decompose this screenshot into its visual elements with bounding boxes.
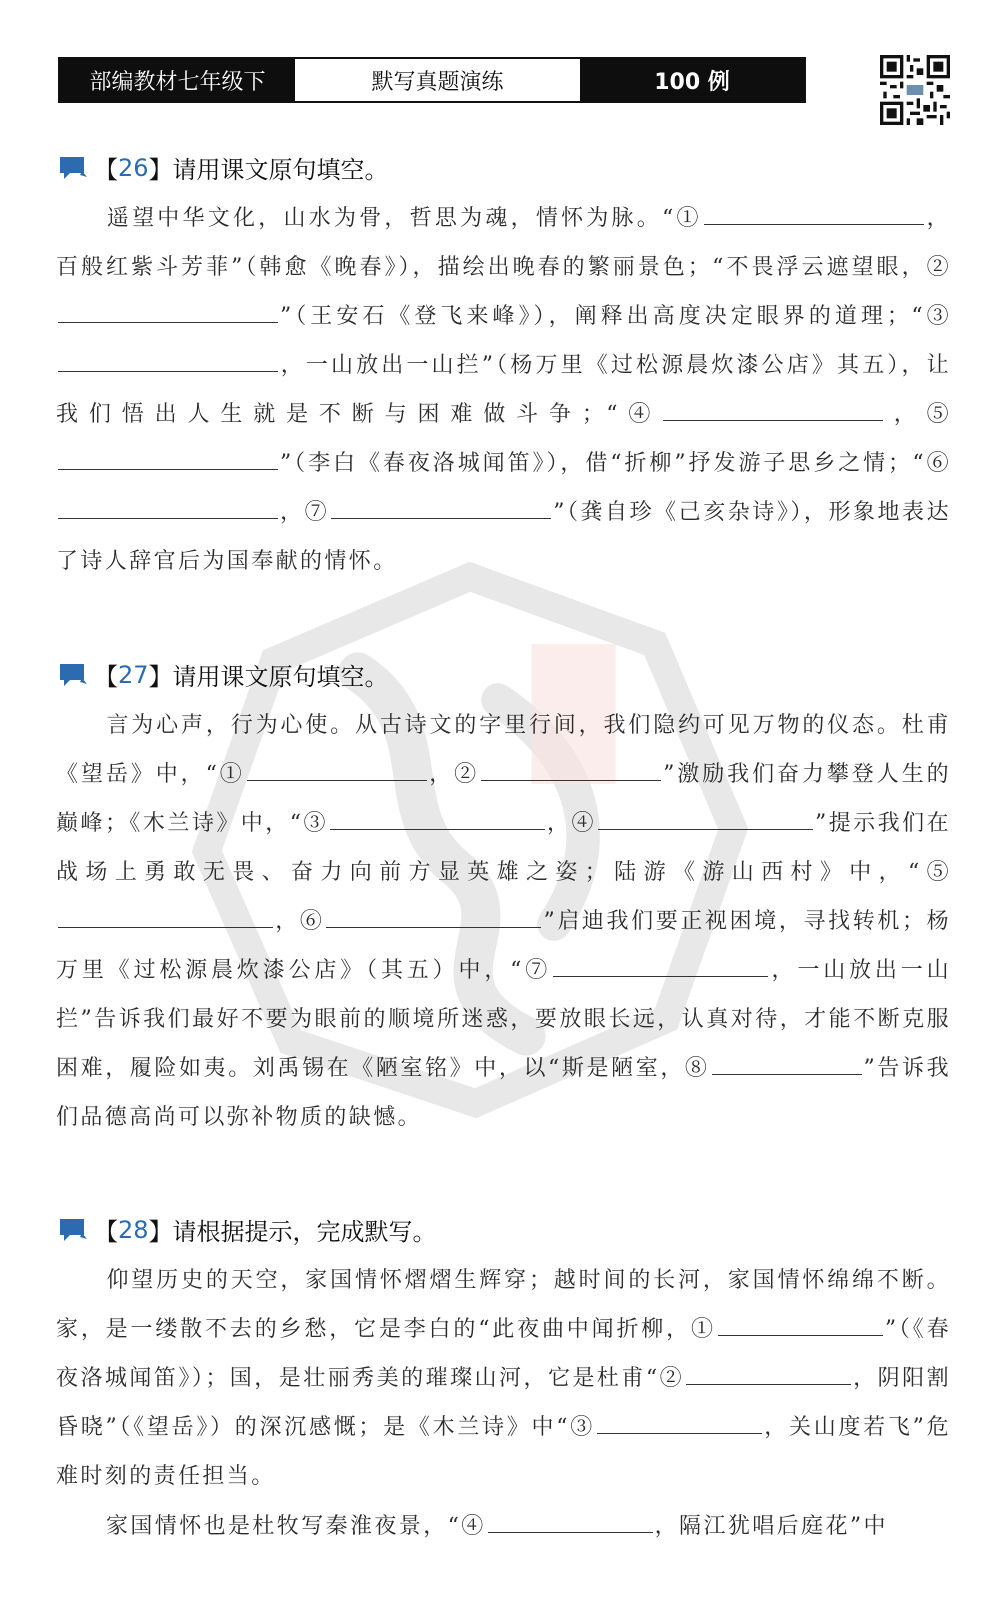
bookmark-flag-icon bbox=[58, 1217, 88, 1243]
qr-code-icon bbox=[880, 55, 950, 125]
answer-blank-5[interactable] bbox=[58, 448, 278, 470]
question-28-title: 【 28 】 请根据提示，完成默写。 bbox=[58, 1212, 437, 1247]
question-instruction: 请用课文原句填空。 bbox=[172, 156, 389, 184]
answer-blank-3[interactable] bbox=[597, 1412, 762, 1434]
answer-blank-1[interactable] bbox=[704, 203, 924, 225]
question-28-paragraph-1: 仰望历史的天空，家国情怀熠熠生辉穿；越时间的长河，家国情怀绵绵不断。家，是一缕散不去的乡愁，它是李白的“此夜曲中闻折柳，① ”（《春夜洛城闻笛》）；国，是壮丽秀美的璀璨山河，它是杜甫“② ，阴阳割昏晓”（《望岳》）的深沉感慨；是《木兰诗》中“③ ，关山度若飞”危难时刻的责任担当。 bbox=[56, 1268, 951, 1489]
answer-blank-3[interactable] bbox=[330, 808, 545, 830]
answer-blank-5[interactable] bbox=[58, 906, 273, 928]
header-bar bbox=[58, 57, 806, 103]
question-number: 27 bbox=[118, 660, 149, 689]
question-27-title: 【 27 】 请用课文原句填空。 bbox=[58, 657, 389, 692]
answer-blank-7[interactable] bbox=[331, 497, 551, 519]
answer-blank-3[interactable] bbox=[58, 350, 278, 372]
answer-blank-1[interactable] bbox=[247, 759, 427, 781]
question-instruction: 请根据提示，完成默写。 bbox=[172, 1218, 437, 1246]
bookmark-flag-icon bbox=[58, 155, 88, 181]
header-title: 默写真题演练 bbox=[295, 59, 580, 101]
question-number: 28 bbox=[118, 1215, 149, 1244]
answer-blank-2[interactable] bbox=[686, 1363, 851, 1385]
answer-blank-6[interactable] bbox=[58, 497, 278, 519]
answer-blank-2[interactable] bbox=[58, 301, 278, 323]
question-26-title: 【 26 】 请用课文原句填空。 bbox=[58, 150, 389, 185]
answer-blank-7[interactable] bbox=[553, 955, 768, 977]
question-number: 26 bbox=[118, 153, 149, 182]
question-26-body: 遥望中华文化，山水为骨，哲思为魂，情怀为脉。“① ，百般红紫斗芳菲”（韩愈《晚春》），描绘出晚春的繁丽景色；“不畏浮云遮望眼，②”（王安石《登飞来峰》），阐释出高度决定眼界的道理；“③，一山放出一山拦”（杨万里《过松源晨炊漆公店》其五），让我们悟出人生就是不断与困难做斗争；“④ ，⑤”（李白《春夜洛城闻笛》），借“折柳”抒发游子思乡之情；“⑥，⑦ ”（龚自珍《己亥杂诗》），形象地表达了诗人辞官后为国奉献的情怀。 bbox=[56, 194, 951, 586]
answer-blank-6[interactable] bbox=[326, 906, 541, 928]
bookmark-flag-icon bbox=[58, 662, 88, 688]
answer-blank-8[interactable] bbox=[712, 1053, 862, 1075]
question-27-body: 言为心声，行为心使。从古诗文的字里行间，我们隐约可见万物的仪态。杜甫《望岳》中，“① ，② ”激励我们奋力攀登人生的巅峰；《木兰诗》中，“③ ，④ ”提示我们在战场上勇敢无畏、奋力向前方显英雄之姿；陆游《游山西村》中，“⑤，⑥ ”启迪我们要正视困境，寻找转机；杨万里《过松源晨炊漆公店》（其五）中，“⑦ ，一山放出一山拦”告诉我们最好不要为眼前的顺境所迷惑，要放眼长远，认真对待，才能不断克服困难，履险如夷。刘禹锡在《陋室铭》中，以“斯是陋室，⑧ ”告诉我们品德高尚可以弥补物质的缺憾。 bbox=[56, 713, 951, 1130]
header-count: 100 例 bbox=[580, 59, 804, 101]
answer-blank-4[interactable] bbox=[663, 399, 883, 421]
answer-blank-1[interactable] bbox=[718, 1314, 883, 1336]
question-instruction: 请用课文原句填空。 bbox=[172, 663, 389, 691]
question-28-paragraph-2: 家国情怀也是杜牧写秦淮夜景，“④ ，隔江犹唱后庭花”中 bbox=[56, 1502, 951, 1551]
answer-blank-4[interactable] bbox=[488, 1511, 653, 1533]
answer-blank-4[interactable] bbox=[598, 808, 813, 830]
answer-blank-2[interactable] bbox=[481, 759, 661, 781]
header-grade: 部编教材七年级下 bbox=[60, 59, 295, 101]
